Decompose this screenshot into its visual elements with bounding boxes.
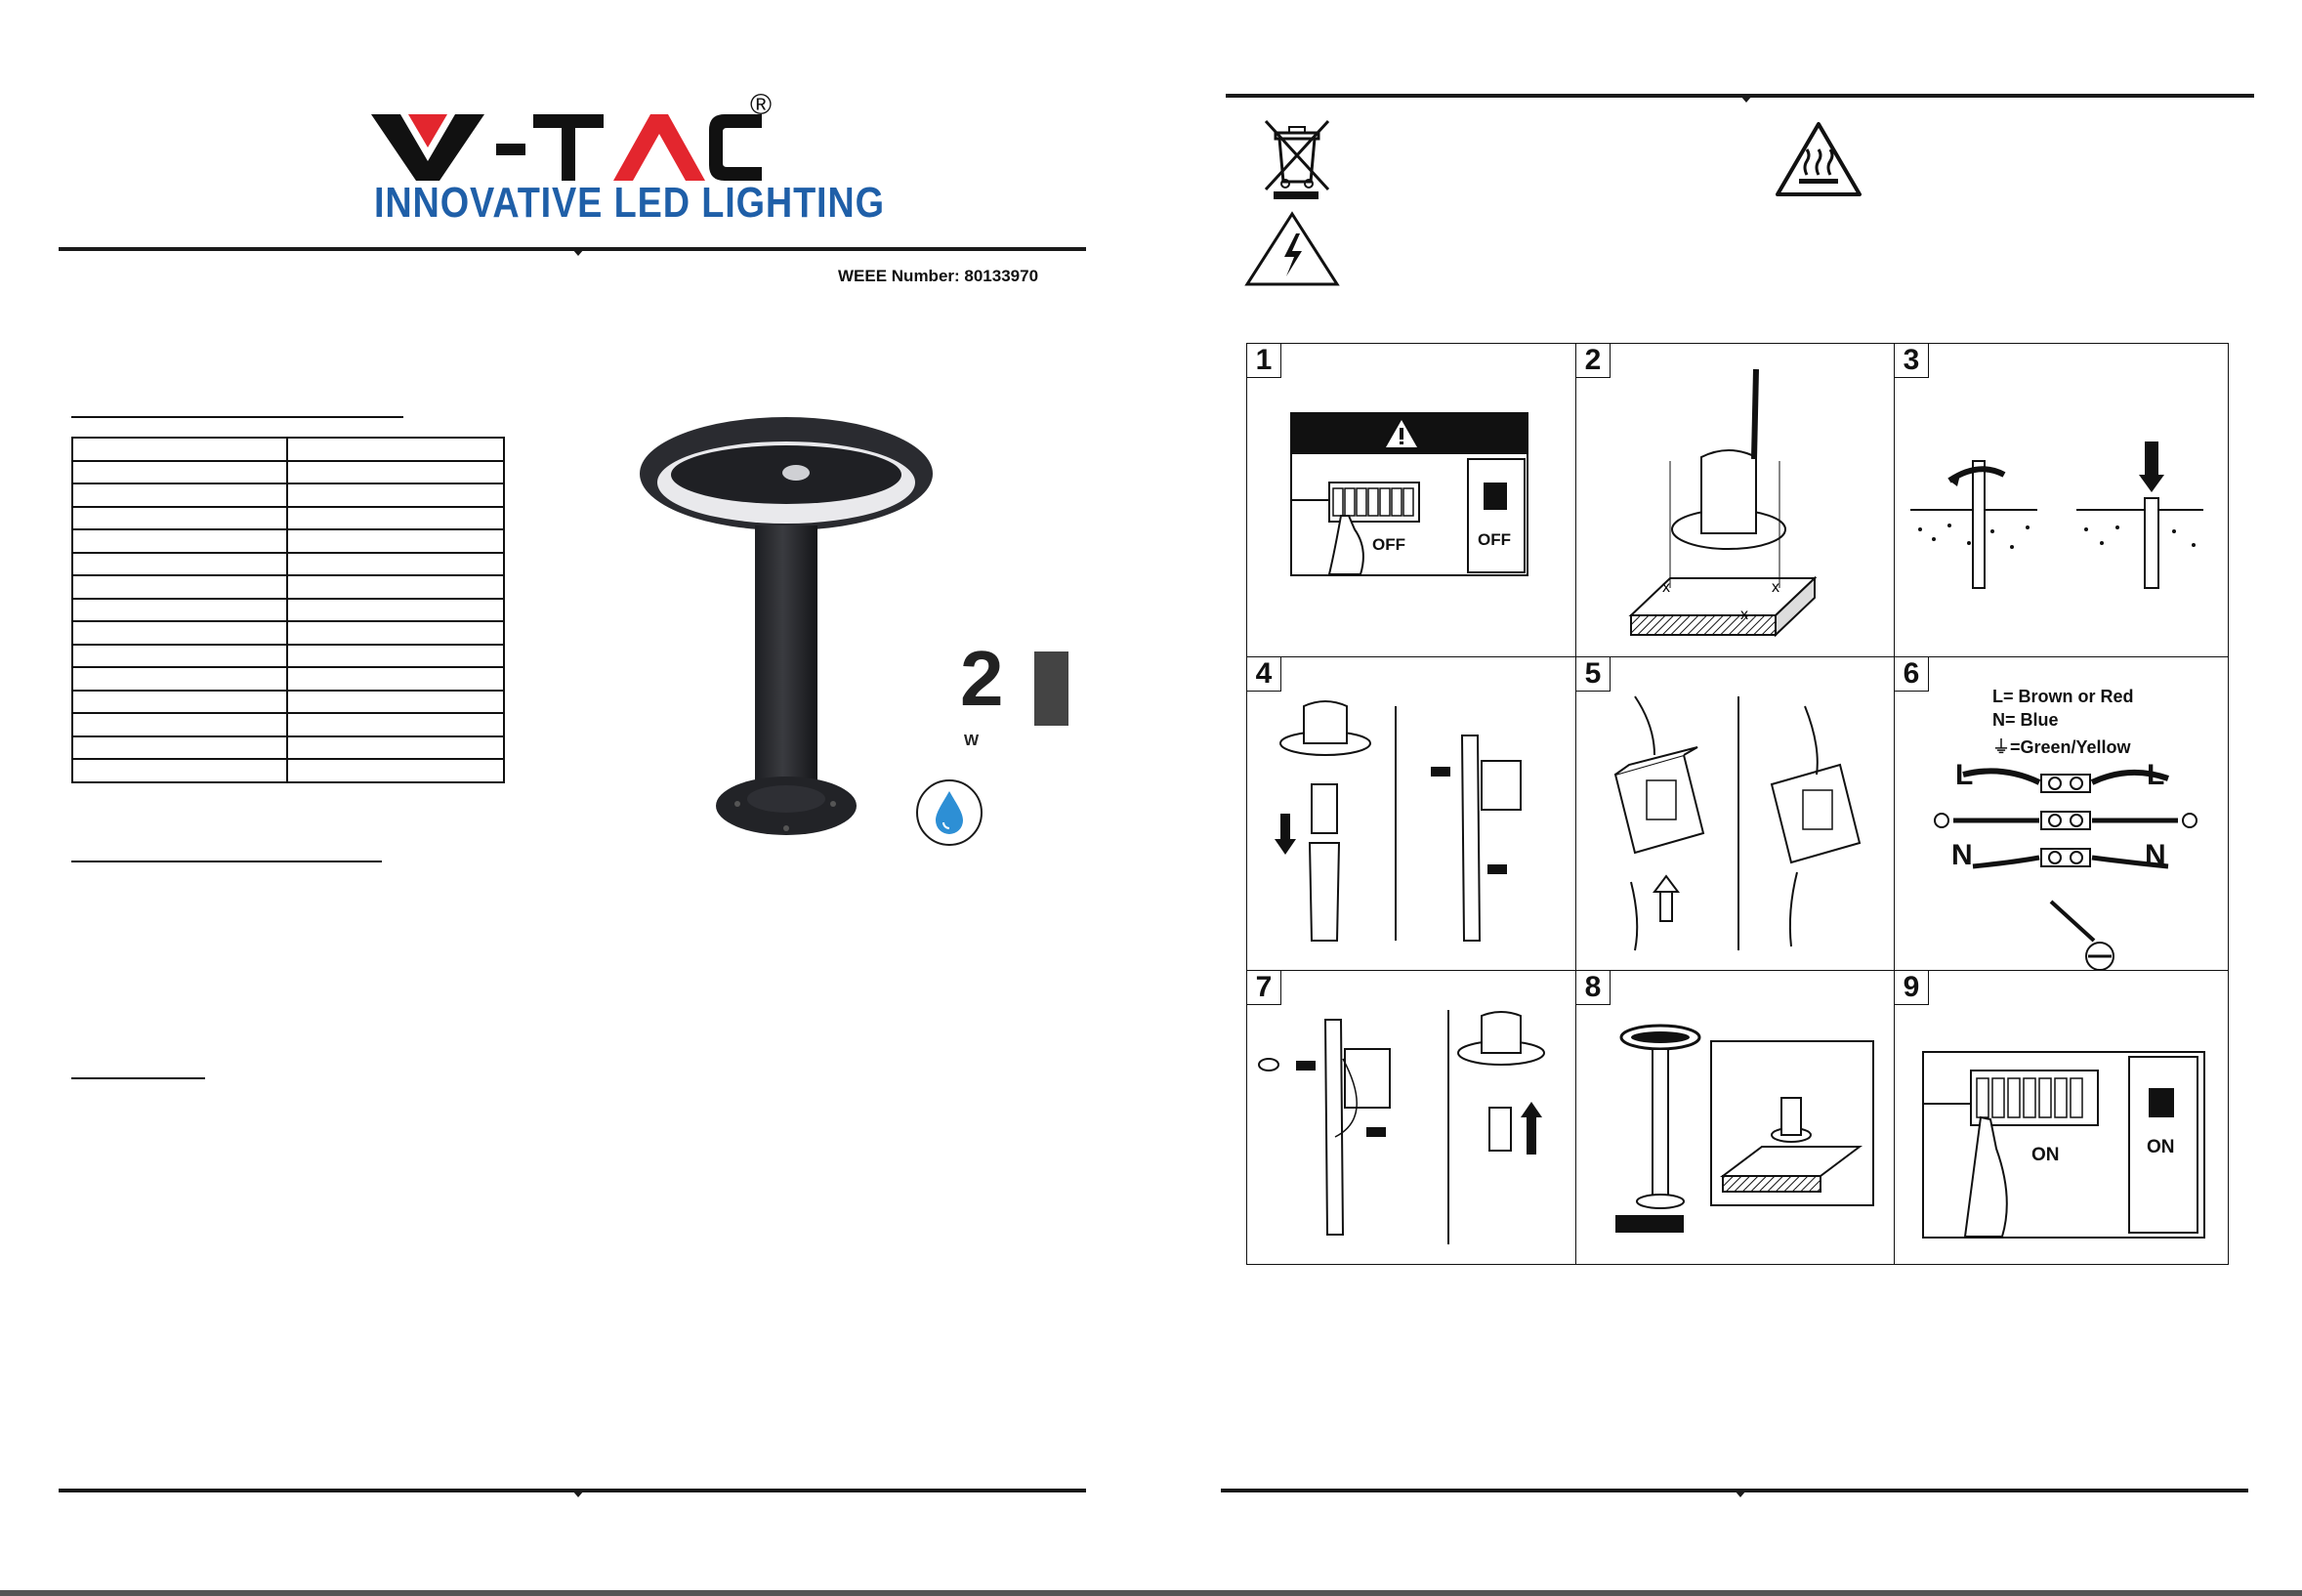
step-number: 9 <box>1895 971 1929 1005</box>
slide-pole-illustration <box>1257 696 1570 960</box>
step-label: ON <box>2031 1145 2060 1165</box>
table-row <box>72 483 504 507</box>
drill-and-dowel-illustration <box>1910 441 2213 637</box>
table-row <box>72 691 504 714</box>
step-number: 5 <box>1576 657 1611 692</box>
v-tac-wordmark-icon <box>371 93 762 186</box>
table-row <box>72 667 504 691</box>
step-1 <box>1246 343 1576 657</box>
footer-rule-left <box>59 1489 1086 1492</box>
grey-badge <box>1034 651 1068 726</box>
section-rule <box>71 861 382 862</box>
table-row <box>72 713 504 736</box>
step-label: OFF <box>1478 530 1511 549</box>
header-rule-left <box>59 247 1086 251</box>
water-drop-icon <box>914 777 984 848</box>
svg-text:x: x <box>1772 579 1779 596</box>
table-row <box>72 553 504 576</box>
table-row <box>72 461 504 484</box>
table-row <box>72 438 504 461</box>
mark-holes-illustration <box>1611 354 1875 647</box>
weee-bin-icon <box>1260 117 1334 201</box>
wiring-legend-neutral: N= Blue <box>1992 710 2059 730</box>
wiring-legend-live: L= Brown or Red <box>1992 687 2134 706</box>
step-number: 2 <box>1576 344 1611 378</box>
breaker-off-illustration <box>1290 412 1528 576</box>
assemble-lamp-illustration <box>1615 1020 1879 1254</box>
spec-table <box>71 437 505 783</box>
ip-rating-label: W <box>964 733 980 749</box>
step-number: 7 <box>1247 971 1281 1005</box>
table-row <box>72 736 504 760</box>
table-row <box>72 645 504 668</box>
step-number: 8 <box>1576 971 1611 1005</box>
step-2 <box>1575 343 1895 657</box>
step-5 <box>1575 656 1895 971</box>
registered-mark: ® <box>750 89 773 121</box>
bottom-edge <box>0 1590 2302 1596</box>
svg-text:x: x <box>1662 579 1670 596</box>
wiring-legend-earth: ⏚=Green/Yellow <box>1992 737 2131 757</box>
weee-number: WEEE Number: 80133970 <box>838 267 1039 285</box>
terminal-label-n-right: N <box>2145 839 2166 871</box>
electric-hazard-icon <box>1243 210 1341 288</box>
step-number: 4 <box>1247 657 1281 692</box>
step-label: ON <box>2147 1137 2175 1157</box>
step-number: 3 <box>1895 344 1929 378</box>
step-7 <box>1246 970 1576 1265</box>
step-number: 6 <box>1895 657 1929 692</box>
step-3 <box>1894 343 2229 657</box>
svg-text:x: x <box>1740 607 1748 623</box>
brand-logo <box>371 89 885 230</box>
product-image <box>630 410 942 860</box>
step-4 <box>1246 656 1576 971</box>
step-number: 1 <box>1247 344 1281 378</box>
table-row <box>72 621 504 645</box>
table-row <box>72 759 504 782</box>
table-row <box>72 575 504 599</box>
terminal-label-n-left: N <box>1951 839 1973 871</box>
table-row <box>72 599 504 622</box>
table-row <box>72 507 504 530</box>
footer-rule-right <box>1221 1489 2248 1492</box>
table-row <box>72 529 504 553</box>
spec-title-rule <box>71 416 403 418</box>
terminal-block-illustration <box>1934 765 2197 970</box>
ip-rating-badge: 2 <box>960 635 1004 722</box>
step-8 <box>1575 970 1895 1265</box>
step-9 <box>1894 970 2229 1265</box>
installation-steps <box>1246 343 2229 1265</box>
junction-box-illustration <box>1596 687 1879 960</box>
terminal-label-l-left: L <box>1955 759 1974 791</box>
step-label: OFF <box>1372 535 1405 554</box>
hot-surface-icon <box>1774 120 1863 198</box>
header-rule-right <box>1226 94 2254 98</box>
terminal-label-l-right: L <box>2147 759 2165 791</box>
section-rule <box>71 1077 205 1079</box>
step-6 <box>1894 656 2229 971</box>
reconnect-wires-illustration <box>1257 1000 1570 1254</box>
brand-tagline: INNOVATIVE LED LIGHTING <box>374 179 885 227</box>
